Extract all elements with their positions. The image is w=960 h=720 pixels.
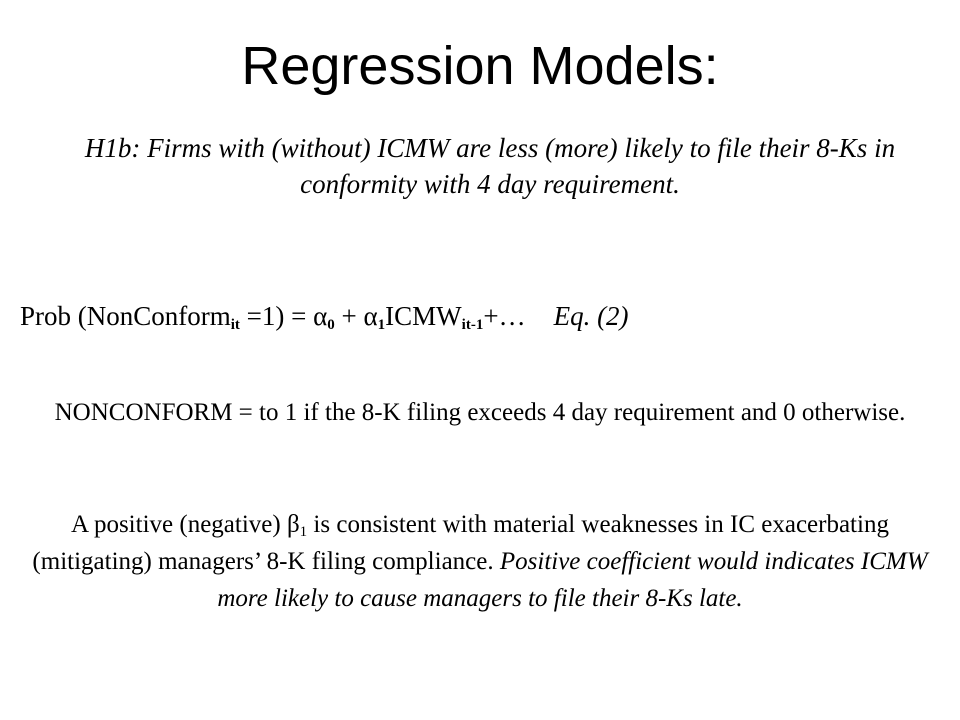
equation-variable-subscript: it-1	[461, 317, 484, 333]
coefficient-interpretation	[10, 506, 950, 617]
interpretation-text: is consistent with material weaknesses in IC exacerbating (mitigating) managers’ 8-K filing compliance.	[32, 511, 889, 575]
equation-equals: =	[284, 301, 314, 331]
beta-subscript: 1	[299, 524, 308, 540]
regression-equation	[20, 296, 720, 336]
equation-tail: +…	[483, 301, 526, 331]
equation-alpha1: α	[363, 301, 378, 331]
equation-variable: ICMW	[385, 301, 462, 331]
nonconform-definition: NONCONFORM = to 1 if the 8-K filing exceeds 4 day requirement and 0 otherwise.	[54, 399, 906, 426]
equation-alpha1-subscript: 1	[377, 317, 386, 333]
equation-alpha0-subscript: 0	[327, 317, 335, 333]
hypothesis-text: H1b: Firms with (without) ICMW are less (more) likely to file their 8-Ks in conformity with 4 day requirement.	[84, 133, 896, 199]
equation-lhs-prefix: Prob (NonConform	[20, 301, 231, 331]
interpretation-italic-text: Positive coefficient would indicates ICMW more likely to cause managers to file their 8-Ks late.	[217, 548, 928, 612]
equation-plus: +	[334, 301, 364, 331]
equation-lhs-suffix: =1)	[239, 301, 285, 331]
equation-alpha0: α	[313, 301, 328, 331]
equation-label: Eq. (2)	[553, 301, 629, 331]
interpretation-lead: A positive (negative) β	[71, 511, 300, 538]
equation-lhs-subscript: it	[230, 317, 240, 333]
slide-title: Regression Models:	[241, 36, 719, 96]
